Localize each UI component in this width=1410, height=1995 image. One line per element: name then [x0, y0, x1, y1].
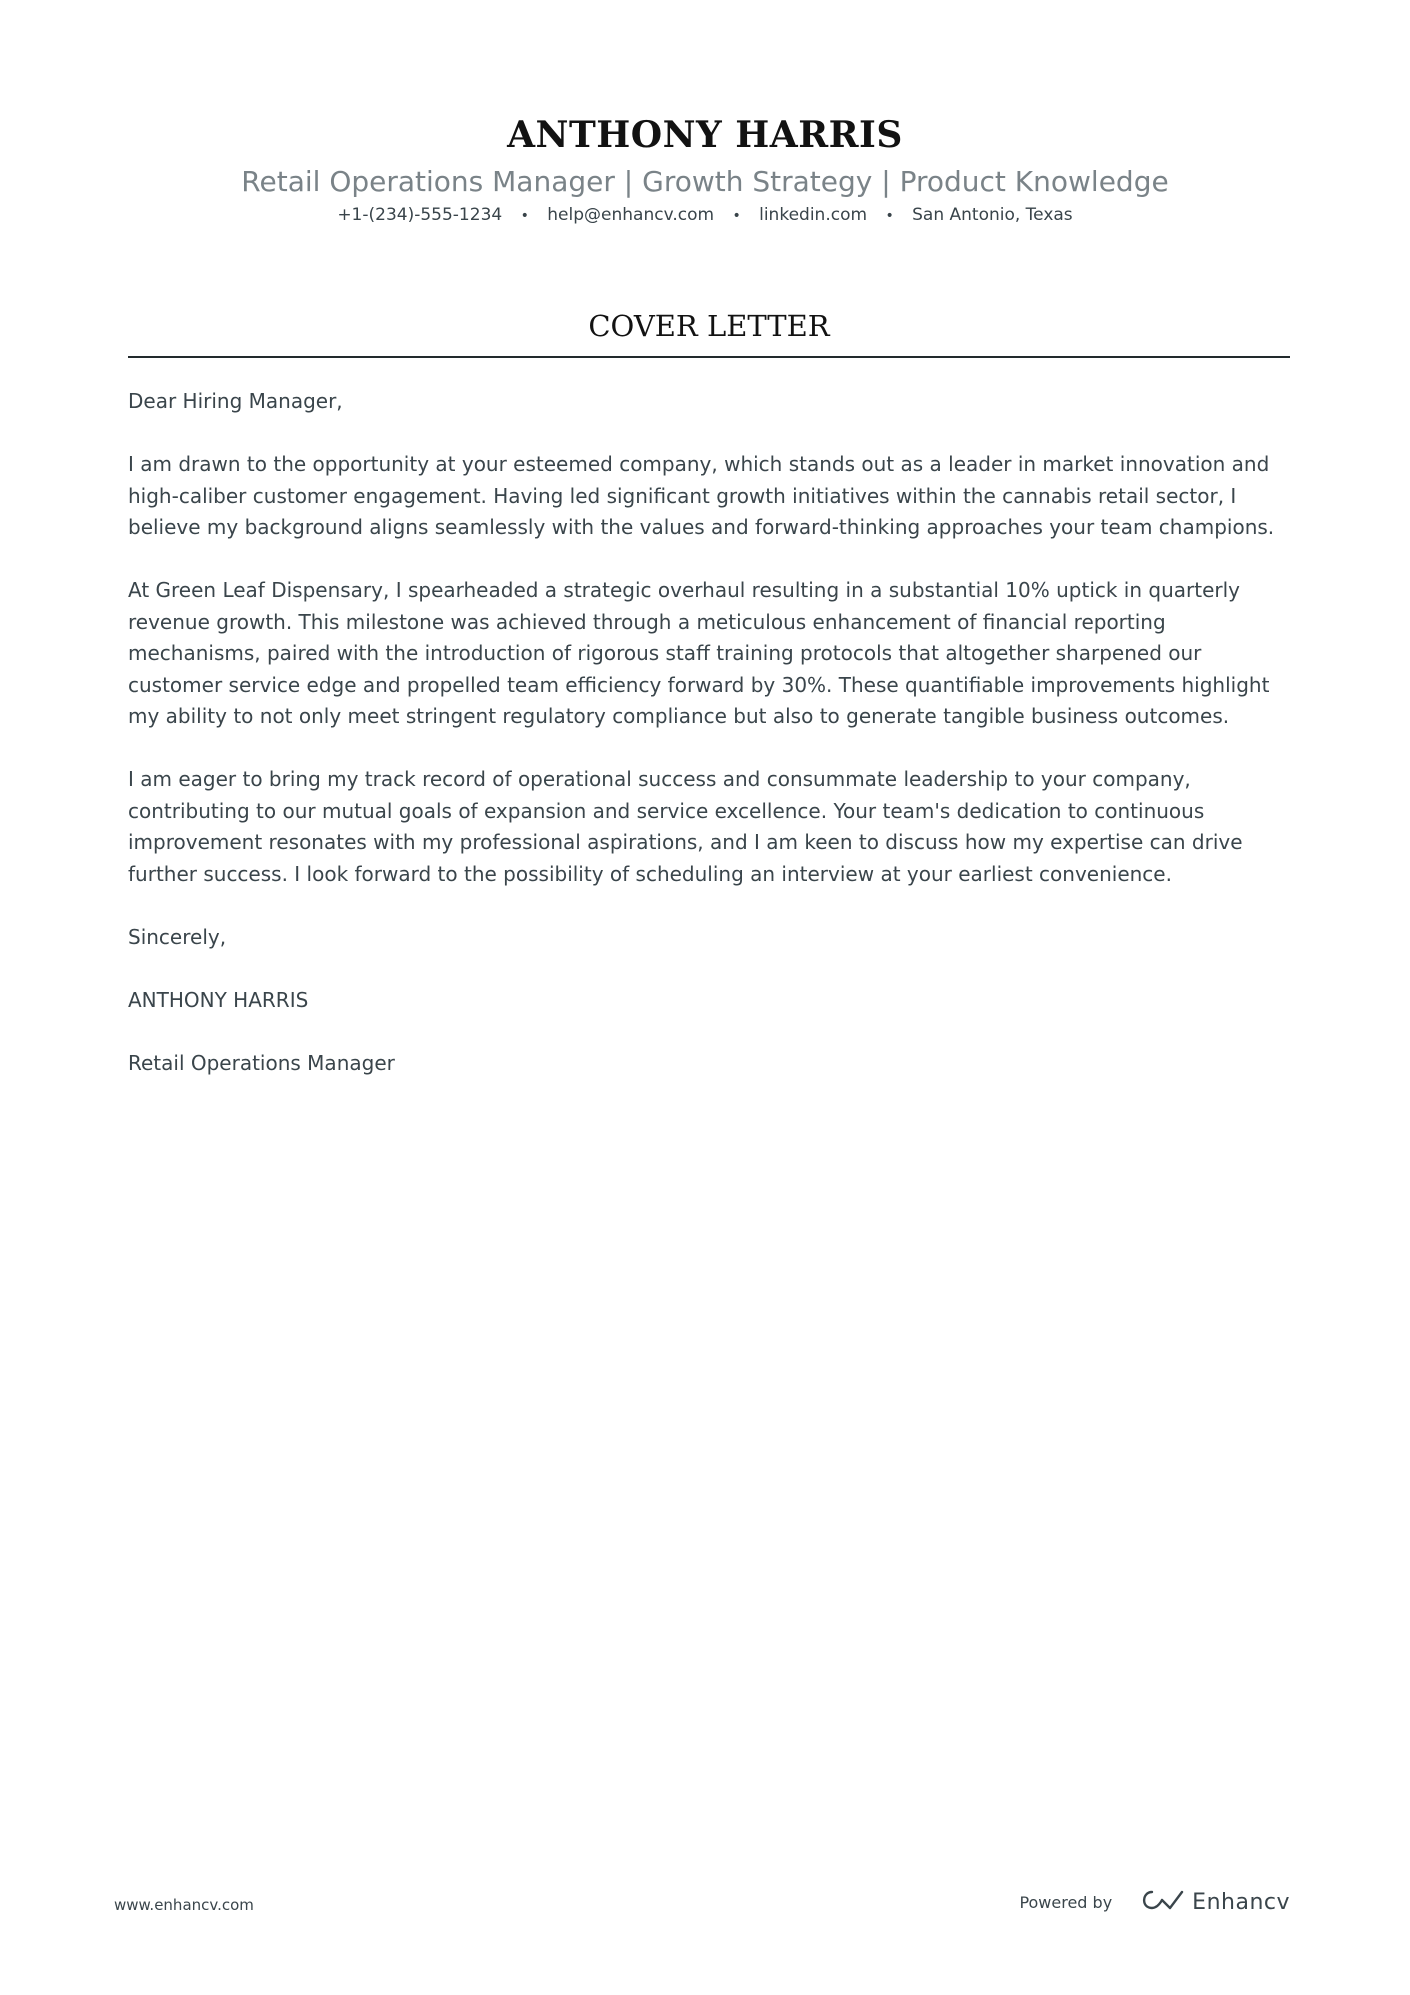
signature-title: Retail Operations Manager	[128, 1050, 395, 1075]
separator-dot: •	[732, 208, 741, 224]
contact-info	[0, 204, 1410, 227]
salutation: Dear Hiring Manager,	[128, 389, 343, 413]
footer-branding[interactable]	[1019, 1888, 1290, 1916]
location: San Antonio, Texas	[912, 205, 1073, 225]
phone: +1-(234)-555-1234	[337, 205, 503, 225]
headline: Retail Operations Manager | Growth Strategy | Product Knowledge	[241, 165, 1169, 198]
enhancv-logo-icon	[1138, 1888, 1184, 1916]
section-title: COVER LETTER	[128, 306, 1290, 358]
closing: Sincerely,	[128, 924, 227, 949]
applicant-name: ANTHONY HARRIS	[507, 114, 903, 156]
letter-paragraph: I am eager to bring my track record of operational success and consummate leadership to your company, contributing to our mutual goals of expansion and service excellence. Your team's dedication to continuous improvement resonates with my professional aspirations, and I am keen to discuss how my expertise can drive further success. I look forward to the possibility of scheduling an interview at your earliest convenience.	[128, 767, 1243, 886]
header	[0, 112, 1410, 227]
letter-paragraph: At Green Leaf Dispensary, I spearheaded a strategic overhaul resulting in a substantial 10% uptick in quarterly revenue growth. This milestone was achieved through a meticulous enhancement of financial reporting mechanisms, paired with the introduction of rigorous staff training protocols that altogether sharpened our customer service edge and propelled team efficiency forward by 30%. These quantifiable improvements highlight my ability to not only meet stringent regulatory compliance but also to generate tangible business outcomes.	[128, 578, 1270, 728]
signature-name: ANTHONY HARRIS	[128, 987, 309, 1012]
brand-logo[interactable]	[1138, 1888, 1290, 1916]
footer-website-link[interactable]: www.enhancv.com	[114, 1896, 254, 1914]
separator-dot: •	[885, 208, 894, 224]
powered-by-label: Powered by	[1019, 1892, 1113, 1912]
email-link[interactable]: help@enhancv.com	[547, 205, 715, 225]
letter-body	[128, 386, 1290, 1111]
linkedin-link[interactable]: linkedin.com	[759, 205, 868, 225]
brand-name: Enhancv	[1192, 1889, 1290, 1915]
letter-paragraph: I am drawn to the opportunity at your esteemed company, which stands out as a leader in market innovation and high-caliber customer engagement. Having led significant growth initiatives within the cannabis retail sector, I believe my background aligns seamlessly with the values and forward-thinking approaches your team champions.	[128, 452, 1275, 539]
separator-dot: •	[520, 208, 529, 224]
